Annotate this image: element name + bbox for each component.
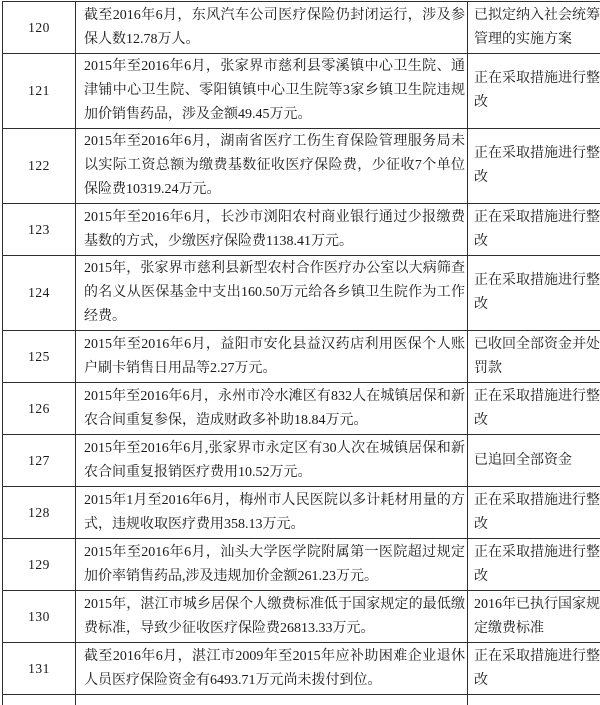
case-status: 正在采取措施进行整改 <box>468 54 600 129</box>
case-number: 121 <box>3 54 76 129</box>
table-row <box>3 129 600 204</box>
case-description: 2015年1月至2016年6月，梅州市人民医院以多计耗材用量的方式，违规收取医疗费用358.13万元。 <box>76 487 468 539</box>
case-description: 2015年至2016年6月，汕头大学医学院附属第一医院超过规定加价率销售药品,涉及违规加价金额261.23万元。 <box>76 539 468 591</box>
case-number: 129 <box>3 539 76 591</box>
case-number: 120 <box>3 2 76 54</box>
table-row <box>3 591 600 643</box>
table-row <box>3 435 600 487</box>
case-status: 2016年已执行国家规定缴费标准 <box>468 591 600 643</box>
case-number: 131 <box>3 643 76 695</box>
table-row <box>3 383 600 435</box>
case-status: 已拟定纳入社会统筹管理的实施方案 <box>468 2 600 54</box>
table-row-partial <box>3 695 600 705</box>
table-row <box>3 2 600 54</box>
table-row <box>3 54 600 129</box>
case-description: 2015年至2016年6月,张家界市永定区有30人次在城镇居保和新农合间重复报销医疗费用10.52万元。 <box>76 435 468 487</box>
case-number: 125 <box>3 331 76 383</box>
case-description: 截至2016年6月，东风汽车公司医疗保险仍封闭运行，涉及参保人数12.78万人。 <box>76 2 468 54</box>
case-number <box>3 695 76 705</box>
case-status: 正在采取措施进行整改 <box>468 487 600 539</box>
table-row <box>3 487 600 539</box>
case-status: 正在采取措施进行整改 <box>468 129 600 204</box>
case-description: 2015年至2016年6月，益阳市安化县益汉药店利用医保个人账户刷卡销售日用品等2.27万元。 <box>76 331 468 383</box>
case-description: 2015年至2016年6月，张家界市慈利县零溪镇中心卫生院、通津铺中心卫生院、零阳镇镇中心卫生院等3家乡镇卫生院违规加价销售药品，涉及金额49.45万元。 <box>76 54 468 129</box>
case-number: 123 <box>3 204 76 256</box>
audit-findings-body <box>3 2 600 705</box>
case-status: 正在采取措施进行整改 <box>468 256 600 331</box>
case-description: 2015年，张家界市慈利县新型农村合作医疗办公室以大病筛查的名义从医保基金中支出160.50万元给各乡镇卫生院作为工作经费。 <box>76 256 468 331</box>
table-row <box>3 539 600 591</box>
case-status: 已追回全部资金 <box>468 435 600 487</box>
case-status: 正在采取措施进行整改 <box>468 643 600 695</box>
case-number: 126 <box>3 383 76 435</box>
case-description: 2015年至2016年6月，永州市冷水滩区有832人在城镇居保和新农合间重复参保，造成财政多补助18.84万元。 <box>76 383 468 435</box>
case-number: 130 <box>3 591 76 643</box>
case-status: 正在采取措施进行整改 <box>468 383 600 435</box>
case-status <box>468 695 600 705</box>
case-number: 128 <box>3 487 76 539</box>
case-description <box>76 695 468 705</box>
table-row <box>3 643 600 695</box>
table-row <box>3 256 600 331</box>
audit-findings-table <box>2 1 600 705</box>
case-description: 截至2016年6月，湛江市2009年至2015年应补助困难企业退休人员医疗保险资金有6493.71万元尚未拨付到位。 <box>76 643 468 695</box>
case-description: 2015年，湛江市城乡居保个人缴费标准低于国家规定的最低缴费标准，导致少征收医疗保险费26813.33万元。 <box>76 591 468 643</box>
case-number: 127 <box>3 435 76 487</box>
case-description: 2015年至2016年6月，湖南省医疗工伤生育保险管理服务局未以实际工资总额为缴费基数征收医疗保险费，少征收7个单位保险费10319.24万元。 <box>76 129 468 204</box>
table-row <box>3 331 600 383</box>
case-status: 正在采取措施进行整改 <box>468 204 600 256</box>
case-number: 124 <box>3 256 76 331</box>
case-description: 2015年至2016年6月，长沙市浏阳农村商业银行通过少报缴费基数的方式，少缴医疗保险费1138.41万元。 <box>76 204 468 256</box>
case-status: 正在采取措施进行整改 <box>468 539 600 591</box>
case-status: 已收回全部资金并处罚款 <box>468 331 600 383</box>
table-row <box>3 204 600 256</box>
case-number: 122 <box>3 129 76 204</box>
